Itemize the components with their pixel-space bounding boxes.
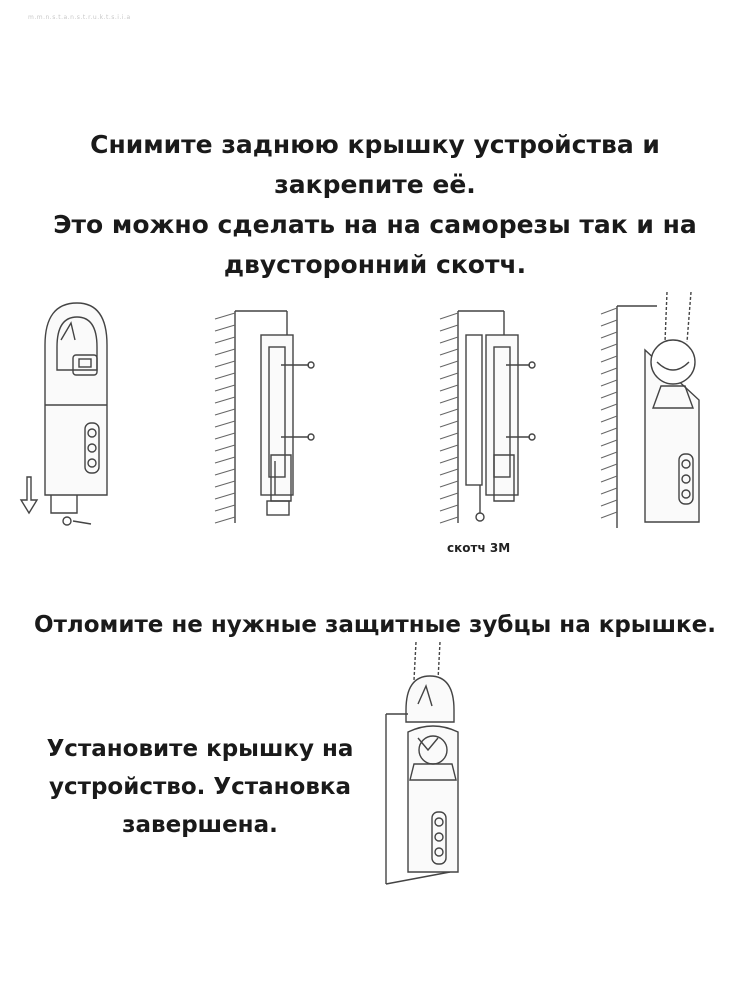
installed-device-illustration	[378, 640, 478, 890]
step2-instruction: Отломите не нужные защитные зубцы на крышке.	[34, 612, 716, 638]
step3-line-1: Установите крышку на	[46, 736, 354, 762]
screw-mount-illustration	[205, 305, 335, 530]
step1-line-4: двусторонний скотч.	[223, 250, 527, 279]
device-back-cover-illustration	[15, 295, 120, 535]
step1-line-3: Это можно сделать на на саморезы так и на	[53, 210, 697, 239]
tape-mount-illustration	[430, 305, 550, 530]
step3-line-3: завершена.	[122, 812, 278, 838]
device-mounted-illustration	[595, 290, 715, 535]
step3-instruction	[20, 730, 380, 844]
step1-line-2: закрепите её.	[274, 170, 476, 199]
step3-line-2: устройство. Установка	[49, 774, 351, 800]
step1-instruction	[0, 125, 750, 285]
watermark-text: m.m.n.s.t.a.n.s.t.r.u.k.t.s.i.i.a	[28, 14, 131, 21]
tape-caption: скотч 3М	[447, 541, 511, 555]
step1-line-1: Снимите заднюю крышку устройства и	[90, 130, 660, 159]
